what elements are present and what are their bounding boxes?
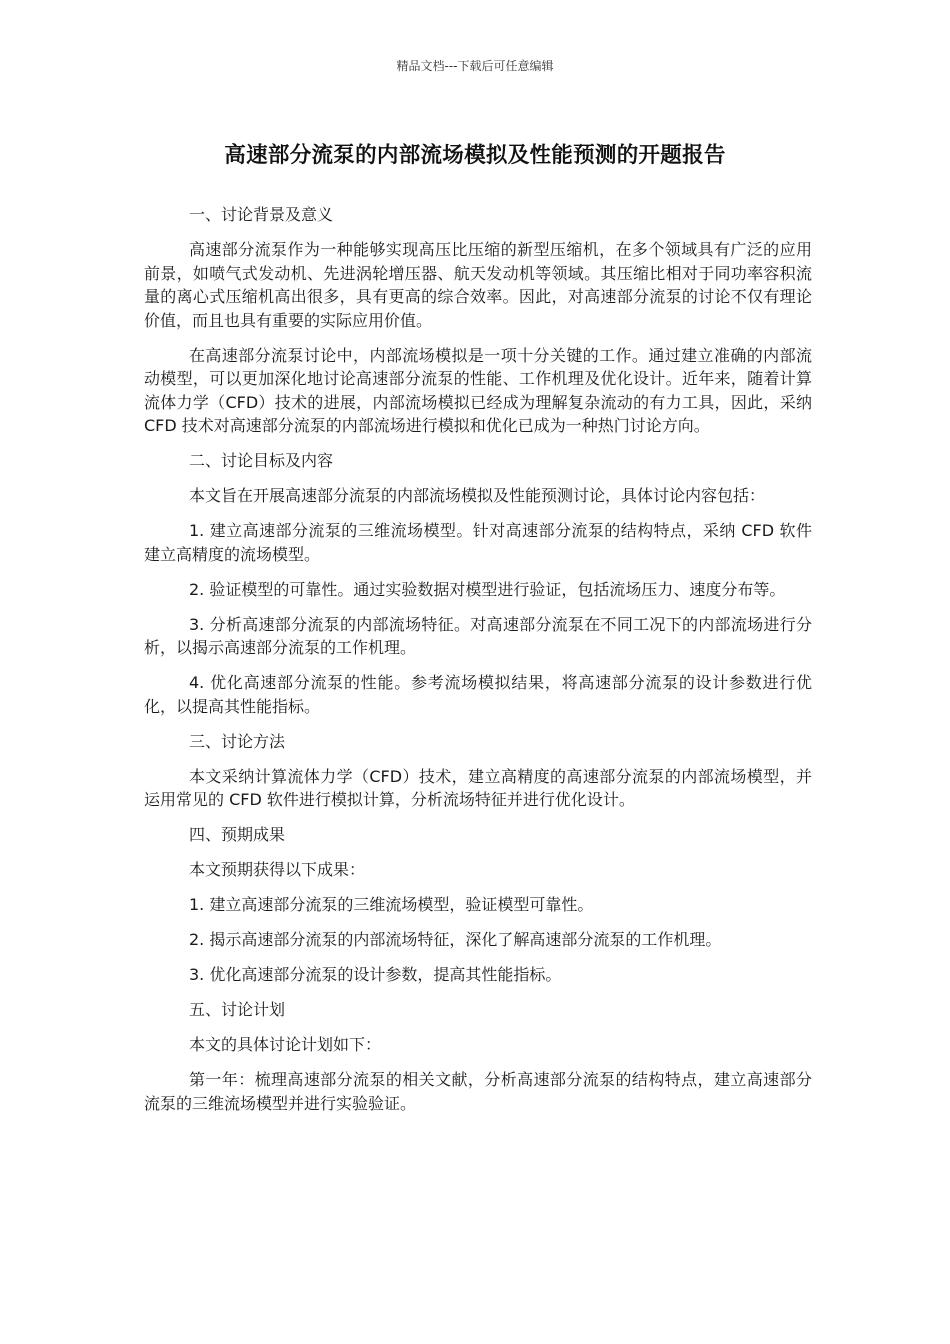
paragraph: 在高速部分流泵讨论中，内部流场模拟是一项十分关键的工作。通过建立准确的内部流动模型，可以更加深化地讨论高速部分流泵的性能、工作机理及优化设计。近年来，随着计算流体力学（CFD）技术的进展，内部流场模拟已经成为理解复杂流动的有力工具，因此，采纳 CFD 技术对高速部分流泵的内部流场进行模拟和优化已成为一种热门讨论方向。 <box>144 345 812 435</box>
list-item: 4. 优化高速部分流泵的性能。参考流场模拟结果，将高速部分流泵的设计参数进行优化，以提高其性能指标。 <box>144 673 812 716</box>
paragraph: 本文旨在开展高速部分流泵的内部流场模拟及性能预测讨论，具体讨论内容包括： <box>189 486 766 505</box>
paragraph: 本文预期获得以下成果： <box>189 860 366 879</box>
header-note: 精品文档---下载后可任意编辑 <box>396 59 554 73</box>
document-title: 高速部分流泵的内部流场模拟及性能预测的开题报告 <box>224 143 726 168</box>
paragraph: 第一年：梳理高速部分流泵的相关文献，分析高速部分流泵的结构特点，建立高速部分流泵的三维流场模型并进行实验验证。 <box>144 1070 812 1113</box>
list-item: 2. 揭示高速部分流泵的内部流场特征，深化了解高速部分流泵的工作机理。 <box>189 930 722 949</box>
list-item: 1. 建立高速部分流泵的三维流场模型。针对高速部分流泵的结构特点，采纳 CFD 软件建立高精度的流场模型。 <box>144 521 812 564</box>
paragraph: 本文采纳计算流体力学（CFD）技术，建立高精度的高速部分流泵的内部流场模型，并运用常见的 CFD 软件进行模拟计算，分析流场特征并进行优化设计。 <box>144 766 812 809</box>
list-item: 3. 优化高速部分流泵的设计参数，提高其性能指标。 <box>189 965 562 984</box>
paragraph: 高速部分流泵作为一种能够实现高压比压缩的新型压缩机，在多个领域具有广泛的应用前景，如喷气式发动机、先进涡轮增压器、航天发动机等领域。其压缩比相对于同功率容积流量的离心式压缩机高出很多，具有更高的综合效率。因此，对高速部分流泵的讨论不仅有理论价值，而且也具有重要的实际应用价值。 <box>144 240 812 330</box>
section-heading: 五、讨论计划 <box>189 1000 286 1019</box>
section-heading: 二、讨论目标及内容 <box>189 451 334 470</box>
paragraph: 本文的具体讨论计划如下： <box>189 1035 382 1054</box>
list-item: 1. 建立高速部分流泵的三维流场模型，验证模型可靠性。 <box>189 895 594 914</box>
section-heading: 三、讨论方法 <box>189 731 286 751</box>
list-item: 2. 验证模型的可靠性。通过实验数据对模型进行验证，包括流场压力、速度分布等。 <box>189 579 786 599</box>
section-heading: 一、讨论背景及意义 <box>189 205 334 224</box>
list-item: 3. 分析高速部分流泵的内部流场特征。对高速部分流泵在不同工况下的内部流场进行分析，以揭示高速部分流泵的工作机理。 <box>144 614 812 657</box>
section-heading: 四、预期成果 <box>189 825 286 844</box>
document-body <box>144 203 812 1127</box>
